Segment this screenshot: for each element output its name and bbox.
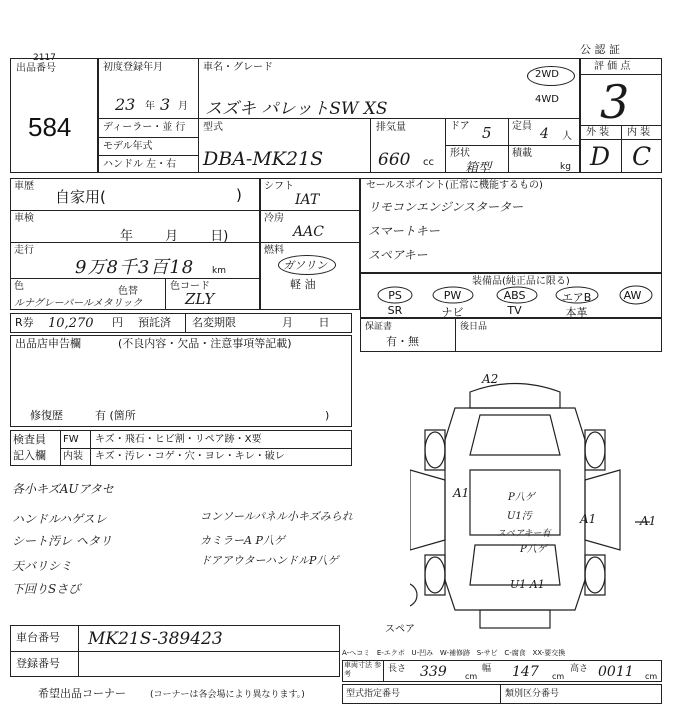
note-left-1: 各小キズAUアタセ [12,482,114,496]
repair-value: 有 (箇所 [95,409,136,422]
inspection-label: 車検 [14,213,34,224]
damage-legend: A-へコミ E-エクボ U-凹み W-補修跡 S-サビ C-腐食 XX-要交換 [342,649,566,657]
post-mark-label: 後日品 [460,322,488,332]
inspection-date: 年 月 日) [120,229,229,244]
corner-label: 希望出品コーナー [38,687,126,700]
special-number-label: 型式指定番号 [346,689,401,699]
inspector-label: 検査員 [13,433,46,446]
equip-ps: PS [388,289,402,302]
dealer-label: ディーラー・並 行 [103,122,186,133]
dmg-left: A1 [453,486,470,500]
type-label: 型式 [203,122,223,133]
fuel-label: 燃料 [264,245,284,256]
history-label: 車歴 [14,181,34,192]
note-left-4: 天バリシミ [12,559,73,573]
equip-abs: ABS [503,289,526,302]
note-right-2: カミラーA P八ゲ [200,534,285,547]
doors-value: 5 [482,124,492,142]
selling-point-2: スマートキー [368,224,440,238]
drive-4wd: 4WD [535,94,559,105]
dmg-far-right: A1 [640,514,657,528]
dimensions-note: 車両寸法 参考 [344,661,382,678]
equip-sr: SR [387,304,403,317]
lot-label: 出品番号 [16,63,56,74]
category-number-label: 類別区分番号 [505,689,560,699]
height-value: 0011 [598,664,634,680]
displacement-label: 排気量 [376,122,406,133]
corner-note: (コーナーは各会場により異なります。) [150,690,305,700]
grade-label: 評 価 点 [594,61,631,72]
lot-number: 584 [28,112,72,142]
note-right-3: ドアアウターハンドルP八ゲ [200,554,339,567]
shift-value: IAT [295,192,320,208]
dmg-right: A1 [580,512,597,526]
equip-airbag: エアB [561,291,592,304]
dmg-front: A2 [482,372,499,386]
color-code-label: 色コード [170,281,210,292]
equip-pw: PW [443,289,462,302]
doors-label: ドア [450,121,470,132]
width-value: 147 [512,664,539,680]
dmg-stain: U1汚 [507,511,532,522]
frame-label: 車台番号 [16,631,60,644]
fw-text: キズ・飛石・ヒビ割・リペア跡・X要 [95,434,262,445]
equip-aw: AW [623,289,642,302]
color-label: 色 [14,281,24,292]
color-change-label: 色替 [118,286,138,297]
equipment-circles [360,273,662,318]
equip-tv: TV [507,304,522,317]
car-damage-diagram [410,370,670,645]
int-label: 内 装 [627,127,651,138]
ext-score: D [590,142,611,171]
model-year-label: モデル年式 [103,141,153,152]
capacity-value: 4 [540,126,549,142]
shape-label: 形状 [450,148,470,159]
color-code-value: ZLY [185,290,215,308]
warranty-label: 保証書 [365,322,393,332]
dmg-spare-key: スペアキー有 [497,529,551,539]
history-value: 自家用( [55,188,106,206]
shape-value: 箱型 [465,161,492,176]
fuel-value: ガソリン [283,259,327,272]
shift-label: シフト [264,181,294,192]
displacement-value: 660 [378,150,411,170]
certification-title: 公 認 証 [580,43,620,56]
declaration-label: 出品店申告欄 [15,337,81,350]
grade-score: 3 [600,75,630,129]
note-left-5: 下回りSさび [12,582,81,596]
selling-points-label: セールスポイント(正常に機能するもの) [366,180,543,191]
type-value: DBA-MK21S [203,148,324,170]
first-reg-label: 初度登録年月 [103,62,163,73]
equipment-label: 装備品(純正品に限る) [472,276,570,287]
recycle-status: 預託済 [138,316,171,329]
load-label: 積載 [512,148,532,159]
selling-point-3: スペアキー [368,248,428,262]
car-name: スズキ パレットSW XS [205,99,388,119]
ac-value: AAC [293,224,324,240]
color-value: ルナグレーパールメタリック [14,298,143,309]
length-value: 339 [420,664,447,680]
first-reg-month: 3 [160,95,171,114]
top-fragment: 2117 [33,53,56,63]
interior-text: キズ・汚レ・コゲ・穴・ヨレ・キレ・破レ [95,451,285,462]
equip-leather: 本革 [565,306,588,319]
recycle-label: R券 [15,316,34,329]
recycle-value: 10,270 [48,316,94,331]
declaration-note: (不良内容・欠品・注意事項等記載) [118,337,292,350]
ext-label: 外 装 [586,127,610,138]
fuel-alt: 軽 油 [290,278,316,291]
selling-point-1: リモコンエンジンスターター [368,200,524,214]
mileage-label: 走行 [14,245,34,256]
note-left-2: ハンドルハゲスレ [12,512,107,526]
registration-label: 登録番号 [16,657,60,670]
repair-label: 修復歴 [30,409,63,422]
note-right-1: コンソールパネル小キズみられ [200,510,353,523]
interior-label: 内装 [63,451,83,462]
dmg-peel-1: P八ゲ [508,492,535,503]
fw-label: FW [63,434,79,445]
handle-label: ハンドル 左・右 [103,159,177,170]
dmg-peel-2: P八ゲ [520,544,547,555]
note-left-3: シート汚レ ヘタリ [12,534,112,548]
first-reg-year: 23 [115,95,136,114]
spare-tire-label: スペア [385,624,415,635]
equip-navi: ナビ [441,306,464,319]
capacity-label: 定員 [512,121,532,132]
dmg-rear: U1 A1 [510,578,545,591]
title-limit-label: 名変期限 [192,316,236,329]
warranty-value: 有・無 [386,335,419,348]
drive-2wd: 2WD [535,69,559,80]
mileage-value: 9万8千3百18 [75,257,195,278]
int-score: C [632,142,652,171]
frame-number: MK21S-389423 [88,629,223,649]
ac-label: 冷房 [264,213,284,224]
name-label: 車名・グレード [203,62,273,73]
